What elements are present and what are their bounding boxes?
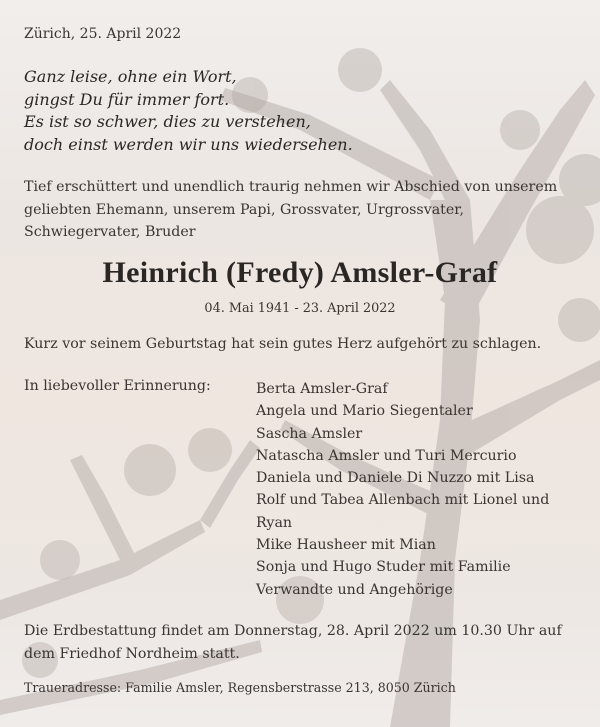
- passing-note: Kurz vor seinem Geburtstag hat sein gutes Herz aufgehört zu schlagen.: [24, 336, 542, 352]
- mourner-item: Berta Amsler-Graf: [256, 381, 388, 397]
- mourner-item: Mike Hausheer mit Mian: [256, 537, 436, 554]
- place-and-date: Zürich, 25. April 2022: [24, 26, 182, 42]
- mourner-item: Rolf und Tabea Allenbach mit Lionel und Ryan: [256, 492, 550, 531]
- mourner-item: Verwandte und Angehörige: [256, 581, 453, 598]
- deceased-name: Heinrich (Fredy) Amsler-Graf: [102, 256, 498, 289]
- poem-line: gingst Du für immer fort.: [24, 89, 230, 109]
- memorial-poem: [24, 66, 353, 156]
- poem-line: doch einst werden wir uns wiedersehen.: [24, 134, 353, 154]
- farewell-intro: Tief erschüttert und unendlich traurig nehmen wir Abschied von unserem geliebten Ehemann, unserem Papi, Grossvater, Urgrossvater, Schwiegervater, Bruder: [24, 179, 558, 240]
- mourner-item: Angela und Mario Siegentaler: [256, 403, 473, 420]
- burial-info: Die Erdbestattung findet am Donnerstag, 28. April 2022 um 10.30 Uhr auf dem Friedhof Nordheim statt.: [24, 623, 562, 662]
- mourner-item: Natascha Amsler und Turi Mercurio: [256, 447, 517, 464]
- mourner-item: Sascha Amsler: [256, 425, 363, 442]
- poem-line: Ganz leise, ohne ein Wort,: [24, 67, 237, 86]
- mourner-item: Daniela und Daniele Di Nuzzo mit Lisa: [256, 470, 535, 487]
- mourner-item: Sonja und Hugo Studer mit Familie: [256, 559, 511, 576]
- mourners-list: [256, 378, 576, 601]
- mourning-address: Traueradresse: Familie Amsler, Regensberstrasse 213, 8050 Zürich: [24, 680, 456, 695]
- life-dates: 04. Mai 1941 - 23. April 2022: [204, 301, 396, 316]
- poem-line: Es ist so schwer, dies zu verstehen,: [24, 112, 311, 131]
- memory-label: In liebevoller Erinnerung:: [24, 378, 211, 394]
